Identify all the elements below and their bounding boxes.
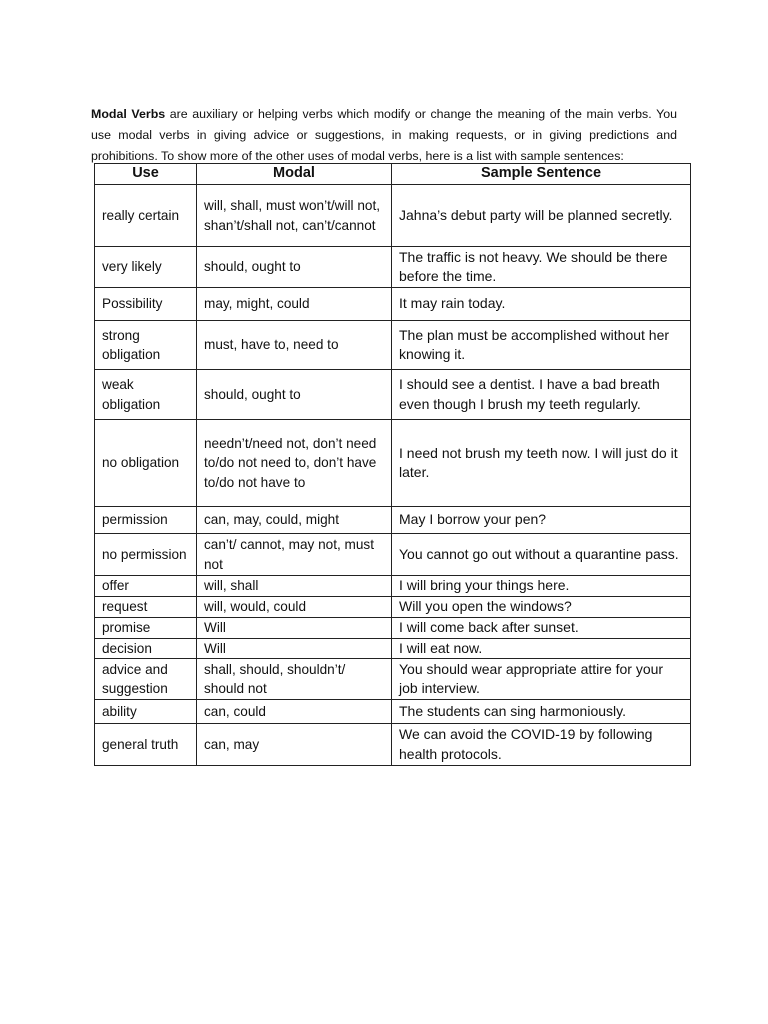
use-cell: really certain: [95, 185, 197, 247]
intro-term: Modal Verbs: [91, 107, 166, 122]
sample-cell: I will bring your things here.: [392, 576, 691, 597]
sample-cell: I need not brush my teeth now. I will just do it later.: [392, 420, 691, 507]
use-cell: offer: [95, 576, 197, 597]
use-cell: request: [95, 597, 197, 618]
modal-cell: needn’t/need not, don’t need to/do not need to, don’t have to/do not have to: [197, 420, 392, 507]
use-cell: no permission: [95, 534, 197, 576]
header-use: Use: [95, 164, 197, 185]
sample-cell: The students can sing harmoniously.: [392, 700, 691, 724]
modal-cell: Will: [197, 618, 392, 639]
modal-cell: should, ought to: [197, 247, 392, 288]
use-cell: Possibility: [95, 288, 197, 321]
modal-cell: will, would, could: [197, 597, 392, 618]
modal-cell: may, might, could: [197, 288, 392, 321]
sample-cell: You should wear appropriate attire for your job interview.: [392, 659, 691, 700]
sample-cell: The plan must be accomplished without her knowing it.: [392, 321, 691, 370]
use-cell: weak obligation: [95, 370, 197, 420]
modal-cell: can, may, could, might: [197, 507, 392, 534]
table-row: [95, 288, 691, 321]
sample-cell: Will you open the windows?: [392, 597, 691, 618]
table-row: [95, 618, 691, 639]
modal-cell: can, may: [197, 724, 392, 766]
table-row: [95, 420, 691, 507]
table-row: [95, 321, 691, 370]
intro-text: are auxiliary or helping verbs which modify or change the meaning of the main verbs. You use modal verbs in giving advice or suggestions, in making requests, or in giving predictions and prohibitions. To show more of the other uses of modal verbs, here is a list with sample sentences:: [91, 107, 677, 164]
use-cell: ability: [95, 700, 197, 724]
use-cell: permission: [95, 507, 197, 534]
table-row: [95, 185, 691, 247]
sample-cell: We can avoid the COVID-19 by following health protocols.: [392, 724, 691, 766]
modal-cell: shall, should, shouldn’t/ should not: [197, 659, 392, 700]
modal-cell: can, could: [197, 700, 392, 724]
use-cell: advice and suggestion: [95, 659, 197, 700]
sample-cell: The traffic is not heavy. We should be there before the time.: [392, 247, 691, 288]
table-row: [95, 370, 691, 420]
modal-verbs-table: [94, 163, 691, 766]
modal-cell: will, shall, must won’t/will not, shan’t/shall not, can’t/cannot: [197, 185, 392, 247]
sample-cell: May I borrow your pen?: [392, 507, 691, 534]
modal-cell: must, have to, need to: [197, 321, 392, 370]
table-row: [95, 507, 691, 534]
use-cell: very likely: [95, 247, 197, 288]
table-row: [95, 638, 691, 659]
table-row: [95, 700, 691, 724]
modal-cell: Will: [197, 638, 392, 659]
use-cell: no obligation: [95, 420, 197, 507]
sample-cell: Jahna’s debut party will be planned secretly.: [392, 185, 691, 247]
table-row: [95, 724, 691, 766]
sample-cell: It may rain today.: [392, 288, 691, 321]
modal-cell: should, ought to: [197, 370, 392, 420]
use-cell: strong obligation: [95, 321, 197, 370]
use-cell: decision: [95, 638, 197, 659]
table-row: [95, 534, 691, 576]
header-sample-sentence: Sample Sentence: [392, 164, 691, 185]
use-cell: general truth: [95, 724, 197, 766]
sample-cell: I will come back after sunset.: [392, 618, 691, 639]
header-modal: Modal: [197, 164, 392, 185]
table-row: [95, 247, 691, 288]
sample-cell: I will eat now.: [392, 638, 691, 659]
modal-cell: can’t/ cannot, may not, must not: [197, 534, 392, 576]
table-row: [95, 597, 691, 618]
intro-paragraph: [91, 104, 677, 167]
header-row: [95, 164, 691, 185]
table-row: [95, 576, 691, 597]
use-cell: promise: [95, 618, 197, 639]
table-row: [95, 659, 691, 700]
modal-cell: will, shall: [197, 576, 392, 597]
sample-cell: You cannot go out without a quarantine pass.: [392, 534, 691, 576]
sample-cell: I should see a dentist. I have a bad breath even though I brush my teeth regularly.: [392, 370, 691, 420]
